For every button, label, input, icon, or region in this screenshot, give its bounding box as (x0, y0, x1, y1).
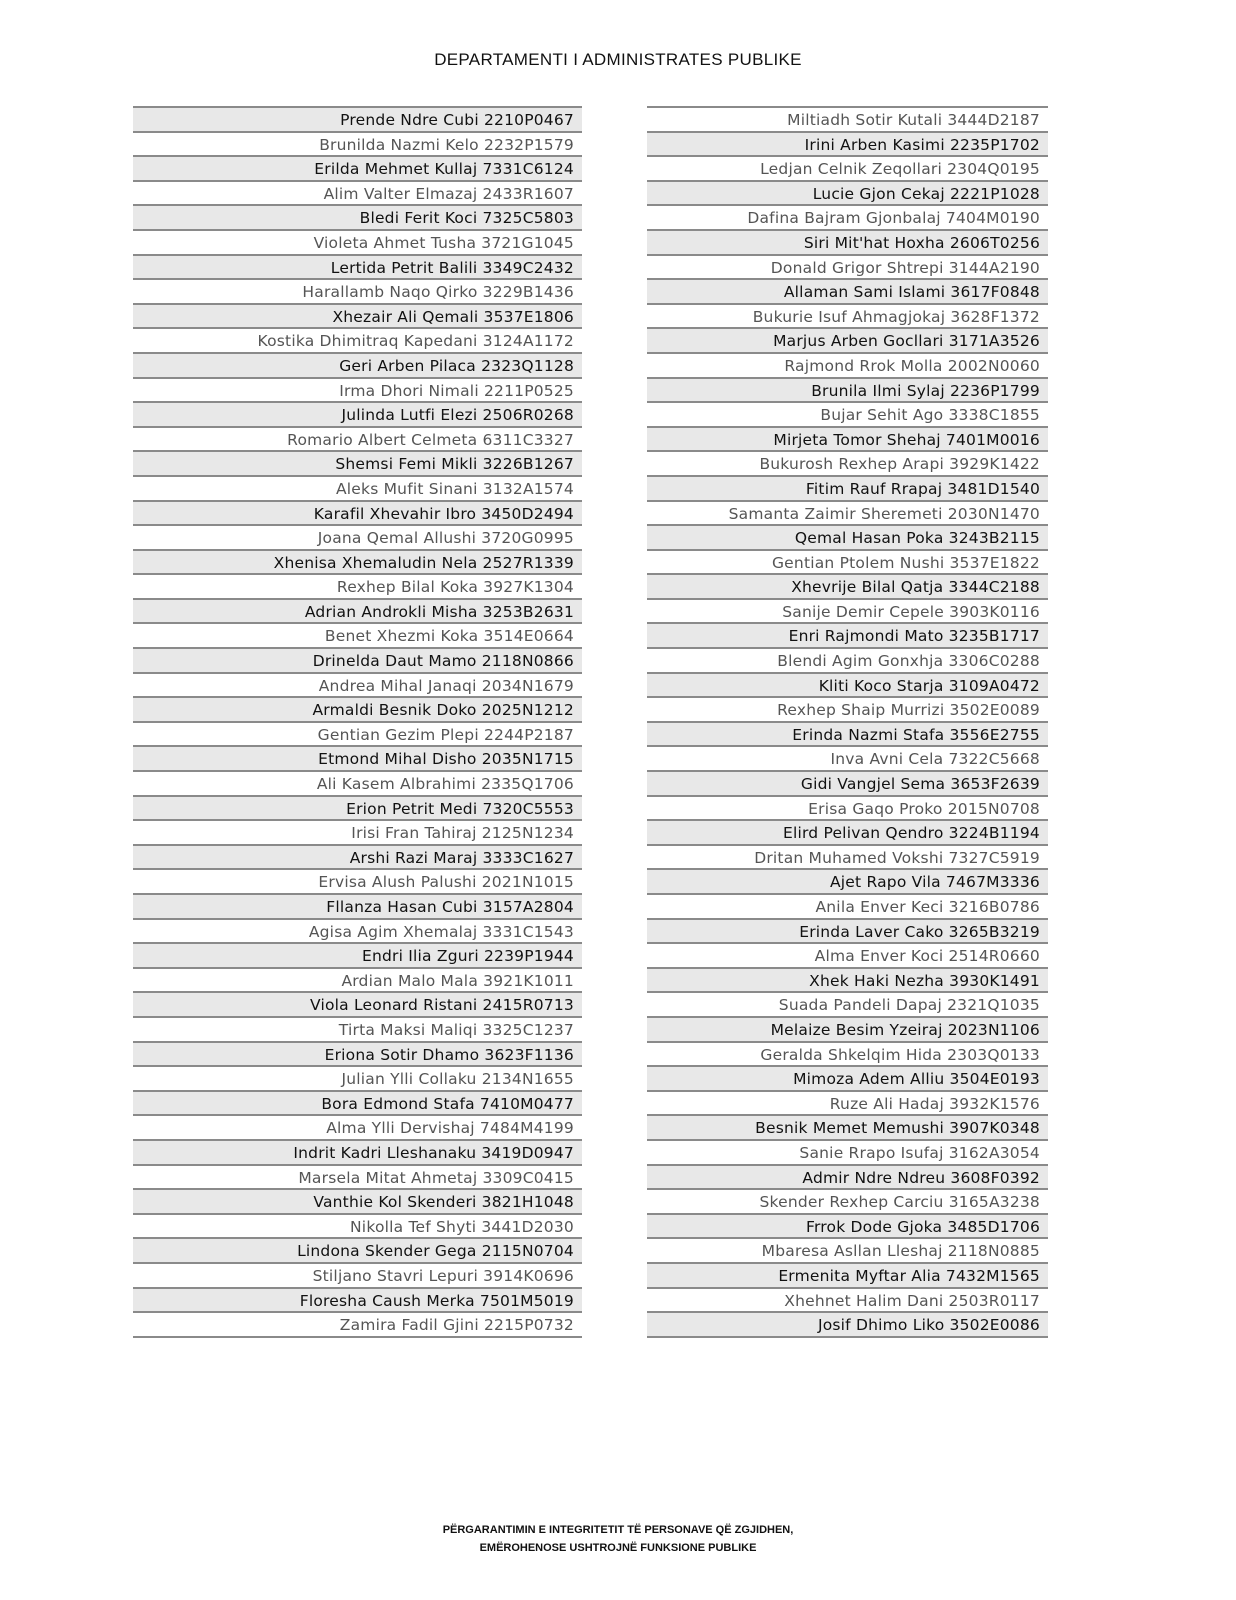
list-item: Benet Xhezmi Koka 3514E0664 (133, 624, 582, 649)
list-item: Kostika Dhimitraq Kapedani 3124A1172 (133, 329, 582, 354)
list-item: Alma Enver Koci 2514R0660 (647, 944, 1048, 969)
list-item: Erilda Mehmet Kullaj 7331C6124 (133, 157, 582, 182)
list-item: Xhevrije Bilal Qatja 3344C2188 (647, 575, 1048, 600)
list-item: Admir Ndre Ndreu 3608F0392 (647, 1166, 1048, 1191)
list-item: Geralda Shkelqim Hida 2303Q0133 (647, 1043, 1048, 1068)
list-item: Frrok Dode Gjoka 3485D1706 (647, 1215, 1048, 1240)
list-item: Inva Avni Cela 7322C5668 (647, 747, 1048, 772)
list-item: Bukurie Isuf Ahmagjokaj 3628F1372 (647, 305, 1048, 330)
list-item: Brunilda Nazmi Kelo 2232P1579 (133, 133, 582, 158)
list-item: Ervisa Alush Palushi 2021N1015 (133, 870, 582, 895)
list-item: Indrit Kadri Lleshanaku 3419D0947 (133, 1141, 582, 1166)
list-item: Dritan Muhamed Vokshi 7327C5919 (647, 846, 1048, 871)
list-item: Bora Edmond Stafa 7410M0477 (133, 1092, 582, 1117)
list-item: Andrea Mihal Janaqi 2034N1679 (133, 674, 582, 699)
list-item: Xhenisa Xhemaludin Nela 2527R1339 (133, 551, 582, 576)
list-item: Drinelda Daut Mamo 2118N0866 (133, 649, 582, 674)
list-item: Sanie Rrapo Isufaj 3162A3054 (647, 1141, 1048, 1166)
list-item: Xhehnet Halim Dani 2503R0117 (647, 1289, 1048, 1314)
list-item: Miltiadh Sotir Kutali 3444D2187 (647, 108, 1048, 133)
list-item: Lertida Petrit Balili 3349C2432 (133, 256, 582, 281)
list-item: Xhezair Ali Qemali 3537E1806 (133, 305, 582, 330)
footer (0, 1521, 1236, 1557)
list-item: Rexhep Bilal Koka 3927K1304 (133, 575, 582, 600)
list-item: Floresha Caush Merka 7501M5019 (133, 1289, 582, 1314)
footer-line-2: EMËROHENOSE USHTROJNË FUNKSIONE PUBLIKE (479, 1542, 757, 1554)
list-item: Qemal Hasan Poka 3243B2115 (647, 526, 1048, 551)
list-item: Ardian Malo Mala 3921K1011 (133, 969, 582, 994)
list-item: Endri Ilia Zguri 2239P1944 (133, 944, 582, 969)
left-name-list (133, 106, 582, 1338)
list-item: Samanta Zaimir Sheremeti 2030N1470 (647, 502, 1048, 527)
list-item: Mirjeta Tomor Shehaj 7401M0016 (647, 428, 1048, 453)
list-item: Geri Arben Pilaca 2323Q1128 (133, 354, 582, 379)
list-item: Armaldi Besnik Doko 2025N1212 (133, 698, 582, 723)
list-item: Blendi Agim Gonxhja 3306C0288 (647, 649, 1048, 674)
list-item: Marsela Mitat Ahmetaj 3309C0415 (133, 1166, 582, 1191)
list-item: Karafil Xhevahir Ibro 3450D2494 (133, 502, 582, 527)
list-item: Arshi Razi Maraj 3333C1627 (133, 846, 582, 871)
list-item: Melaize Besim Yzeiraj 2023N1106 (647, 1018, 1048, 1043)
list-item: Erinda Laver Cako 3265B3219 (647, 920, 1048, 945)
list-item: Dafina Bajram Gjonbalaj 7404M0190 (647, 206, 1048, 231)
list-item: Etmond Mihal Disho 2035N1715 (133, 747, 582, 772)
list-item: Fitim Rauf Rrapaj 3481D1540 (647, 477, 1048, 502)
list-item: Julian Ylli Collaku 2134N1655 (133, 1067, 582, 1092)
list-item: Ermenita Myftar Alia 7432M1565 (647, 1264, 1048, 1289)
right-name-list (647, 106, 1048, 1338)
list-item: Shemsi Femi Mikli 3226B1267 (133, 452, 582, 477)
list-item: Enri Rajmondi Mato 3235B1717 (647, 624, 1048, 649)
list-item: Aleks Mufit Sinani 3132A1574 (133, 477, 582, 502)
list-item: Irma Dhori Nimali 2211P0525 (133, 379, 582, 404)
list-item: Anila Enver Keci 3216B0786 (647, 895, 1048, 920)
list-item: Ruze Ali Hadaj 3932K1576 (647, 1092, 1048, 1117)
list-item: Alim Valter Elmazaj 2433R1607 (133, 182, 582, 207)
list-item: Lindona Skender Gega 2115N0704 (133, 1239, 582, 1264)
list-item: Gentian Ptolem Nushi 3537E1822 (647, 551, 1048, 576)
list-item: Vanthie Kol Skenderi 3821H1048 (133, 1190, 582, 1215)
page-title: DEPARTAMENTI I ADMINISTRATES PUBLIKE (434, 50, 802, 69)
list-item: Gentian Gezim Plepi 2244P2187 (133, 723, 582, 748)
list-item: Siri Mit'hat Hoxha 2606T0256 (647, 231, 1048, 256)
list-item: Harallamb Naqo Qirko 3229B1436 (133, 280, 582, 305)
list-item: Josif Dhimo Liko 3502E0086 (647, 1313, 1048, 1338)
list-item: Erisa Gaqo Proko 2015N0708 (647, 797, 1048, 822)
list-item: Skender Rexhep Carciu 3165A3238 (647, 1190, 1048, 1215)
list-item: Alma Ylli Dervishaj 7484M4199 (133, 1116, 582, 1141)
list-item: Lucie Gjon Cekaj 2221P1028 (647, 182, 1048, 207)
list-item: Besnik Memet Memushi 3907K0348 (647, 1116, 1048, 1141)
list-item: Erinda Nazmi Stafa 3556E2755 (647, 723, 1048, 748)
list-item: Romario Albert Celmeta 6311C3327 (133, 428, 582, 453)
list-item: Adrian Androkli Misha 3253B2631 (133, 600, 582, 625)
list-item: Julinda Lutfi Elezi 2506R0268 (133, 403, 582, 428)
list-item: Allaman Sami Islami 3617F0848 (647, 280, 1048, 305)
list-item: Agisa Agim Xhemalaj 3331C1543 (133, 920, 582, 945)
list-item: Rexhep Shaip Murrizi 3502E0089 (647, 698, 1048, 723)
list-item: Xhek Haki Nezha 3930K1491 (647, 969, 1048, 994)
list-item: Elird Pelivan Qendro 3224B1194 (647, 821, 1048, 846)
list-item: Donald Grigor Shtrepi 3144A2190 (647, 256, 1048, 281)
list-item: Mbaresa Asllan Lleshaj 2118N0885 (647, 1239, 1048, 1264)
list-item: Viola Leonard Ristani 2415R0713 (133, 993, 582, 1018)
list-item: Brunila Ilmi Sylaj 2236P1799 (647, 379, 1048, 404)
list-item: Stiljano Stavri Lepuri 3914K0696 (133, 1264, 582, 1289)
list-item: Violeta Ahmet Tusha 3721G1045 (133, 231, 582, 256)
list-item: Gidi Vangjel Sema 3653F2639 (647, 772, 1048, 797)
list-item: Tirta Maksi Maliqi 3325C1237 (133, 1018, 582, 1043)
list-item: Rajmond Rrok Molla 2002N0060 (647, 354, 1048, 379)
list-item: Marjus Arben Gocllari 3171A3526 (647, 329, 1048, 354)
list-item: Suada Pandeli Dapaj 2321Q1035 (647, 993, 1048, 1018)
list-item: Irisi Fran Tahiraj 2125N1234 (133, 821, 582, 846)
list-item: Bledi Ferit Koci 7325C5803 (133, 206, 582, 231)
list-item: Prende Ndre Cubi 2210P0467 (133, 108, 582, 133)
list-item: Nikolla Tef Shyti 3441D2030 (133, 1215, 582, 1240)
list-item: Mimoza Adem Alliu 3504E0193 (647, 1067, 1048, 1092)
list-item: Sanije Demir Cepele 3903K0116 (647, 600, 1048, 625)
list-item: Ajet Rapo Vila 7467M3336 (647, 870, 1048, 895)
list-item: Bukurosh Rexhep Arapi 3929K1422 (647, 452, 1048, 477)
list-item: Ali Kasem Albrahimi 2335Q1706 (133, 772, 582, 797)
list-item: Zamira Fadil Gjini 2215P0732 (133, 1313, 582, 1338)
list-item: Joana Qemal Allushi 3720G0995 (133, 526, 582, 551)
list-item: Erion Petrit Medi 7320C5553 (133, 797, 582, 822)
list-item: Eriona Sotir Dhamo 3623F1136 (133, 1043, 582, 1068)
list-item: Fllanza Hasan Cubi 3157A2804 (133, 895, 582, 920)
list-item: Ledjan Celnik Zeqollari 2304Q0195 (647, 157, 1048, 182)
footer-line-1: PËRGARANTIMIN E INTEGRITETIT TË PERSONAVE QË ZGJIDHEN, (442, 1524, 794, 1536)
list-item: Bujar Sehit Ago 3338C1855 (647, 403, 1048, 428)
list-item: Irini Arben Kasimi 2235P1702 (647, 133, 1048, 158)
list-item: Kliti Koco Starja 3109A0472 (647, 674, 1048, 699)
